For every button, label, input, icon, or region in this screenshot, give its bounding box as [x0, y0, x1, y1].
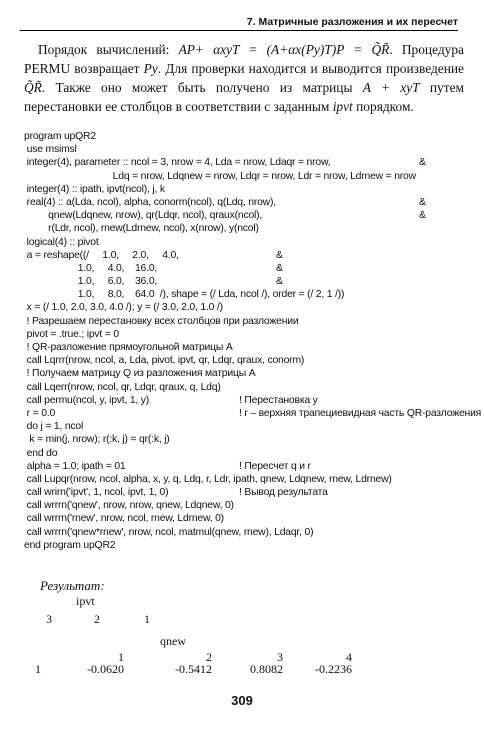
ipvt-value: 2: [94, 612, 100, 626]
formula: Py: [143, 61, 158, 76]
code-line: [24, 288, 474, 301]
code-text: ! Получаем матрицу Q из разложения матрицы A: [24, 368, 256, 380]
qnew-cell: 0.8082: [250, 662, 283, 676]
code-line: [24, 512, 474, 525]
text-span: . Процедура PERMU возвращает: [24, 42, 464, 76]
result-title: Результат:: [40, 578, 105, 593]
code-text: call Lupqr(nrow, ncol, alpha, x, y, q, Ldq, r, Ldr, ipath, qnew, Ldqnew, rnew, Ldrnew): [24, 473, 392, 485]
formula: ipvt: [332, 99, 353, 114]
code-text: a = reshape((/ 1.0, 2.0, 4.0,: [24, 249, 179, 261]
code-line: [24, 381, 474, 394]
code-text: real(4) :: a(Lda, ncol), alpha, conorm(ncol), q(Ldq, nrow),: [24, 196, 276, 208]
code-line: [24, 367, 474, 380]
code-line: [24, 249, 474, 262]
paragraph-text: [24, 40, 464, 116]
code-line: [24, 539, 474, 552]
code-comment: ! Перестановка y: [239, 394, 318, 406]
code-line: [24, 275, 474, 288]
qnew-col-header: 3: [277, 650, 283, 664]
continuation-mark: &: [276, 262, 283, 274]
ipvt-value: 1: [144, 612, 150, 626]
code-text: x = (/ 1.0, 2.0, 3.0, 4.0 /); y = (/ 3.0, 2.0, 1.0 /): [24, 302, 223, 314]
code-line: [24, 156, 474, 169]
code-text: integer(4) :: ipath, ipvt(ncol), j, k: [24, 183, 165, 195]
code-text: end program upQR2: [24, 539, 116, 551]
code-text: 1.0, 8.0, 64.0 /), shape = (/ Lda, ncol /), order = (/ 2, 1 /)): [24, 289, 345, 301]
code-text: call wrrrn('qnew*rnew', nrow, ncol, matmul(qnew, rnew), Ldaqr, 0): [24, 526, 314, 538]
code-text: call Lqerr(nrow, ncol, qr, Ldqr, qraux, q, Ldq): [24, 381, 221, 393]
continuation-mark: &: [419, 157, 426, 169]
continuation-mark: &: [276, 276, 283, 288]
code-text: call wrirn('ipvt', 1, ncol, ipvt, 1, 0): [24, 487, 169, 499]
body-paragraph: [24, 40, 464, 116]
qnew-cell: -0.0620: [87, 662, 124, 676]
code-text: k = min(j, nrow); r(:k, j) = qr(:k, j): [24, 434, 170, 446]
qnew-col-header: 1: [118, 650, 124, 664]
code-text: Ldq = nrow, Ldqnew = nrow, Ldqr = nrow, Ldr = nrow, Ldrnew = nrow: [24, 170, 416, 182]
running-header: 7. Матричные разложения и их пересчет: [20, 10, 458, 31]
code-line: [24, 473, 474, 486]
code-line: [24, 222, 474, 235]
code-text: ! Разрешаем перестановку всех столбцов при разложении: [24, 315, 299, 327]
code-line: [24, 196, 474, 209]
code-line: [24, 407, 482, 420]
code-text: end do: [24, 447, 58, 459]
code-text: do j = 1, ncol: [24, 421, 84, 433]
code-text: call wrrrn('qnew', nrow, nrow, qnew, Ldqnew, 0): [24, 500, 234, 512]
code-text: r = 0.0: [24, 407, 56, 419]
code-line: [24, 301, 474, 314]
code-line: [24, 499, 474, 512]
code-line: [24, 433, 474, 446]
code-text: logical(4) :: pivot: [24, 236, 99, 248]
code-line: [24, 420, 474, 433]
code-line: [24, 143, 474, 156]
text-span: . Для проверки находится и выводится произведение: [157, 61, 465, 76]
code-text: call wrrrn('rnew', nrow, ncol, rnew, Ldrnew, 0): [24, 513, 224, 525]
qnew-col-header: 2: [206, 650, 212, 664]
qnew-cell: -0.2236: [315, 662, 352, 676]
code-text: call permu(ncol, y, ipvt, 1, y): [24, 394, 150, 406]
text-span: . Также оно может быть получено из матрицы: [41, 80, 363, 95]
formula: Q̃R̃: [24, 80, 42, 95]
qnew-cell: -0.5412: [175, 662, 212, 676]
continuation-mark: &: [276, 249, 283, 261]
formula: A + xyT: [362, 80, 420, 95]
code-text: 1.0, 6.0, 36.0,: [24, 276, 158, 288]
continuation-mark: &: [419, 196, 426, 208]
code-comment: ! Пересчет q и r: [239, 460, 311, 472]
code-line: [24, 130, 474, 143]
code-text: call Lqrrr(nrow, ncol, a, Lda, pivot, ipvt, qr, Ldqr, qraux, conorm): [24, 355, 305, 367]
code-line: [24, 341, 474, 354]
code-text: pivot = .true.; ipvt = 0: [24, 328, 119, 340]
code-text: use msimsl: [24, 144, 77, 156]
text-span: путем перестановки ее столбцов в соответствии с заданным: [24, 80, 464, 114]
code-comment: ! r – верхняя трапециевидная часть QR-разложения: [239, 407, 482, 419]
code-line: [24, 486, 474, 499]
code-line: [24, 328, 474, 341]
code-line: [24, 394, 474, 407]
code-text: qnew(Ldqnew, nrow), qr(Ldqr, ncol), qraux(ncol),: [24, 210, 263, 222]
code-text: 1.0, 4.0, 16.0,: [24, 262, 158, 274]
code-line: [24, 262, 474, 275]
code-listing: [24, 130, 482, 552]
page-number: 309: [231, 693, 253, 708]
code-text: r(Ldr, ncol), rnew(Ldrnew, ncol), x(nrow), y(ncol): [24, 223, 259, 235]
code-line: [24, 447, 474, 460]
qnew-label: qnew: [160, 634, 186, 648]
code-line: [24, 526, 474, 539]
ipvt-value: 3: [46, 612, 52, 626]
code-line: [24, 170, 474, 183]
code-text: integer(4), parameter :: ncol = 3, nrow = 4, Lda = nrow, Ldaqr = nrow,: [24, 157, 331, 169]
text-span: Порядок вычислений:: [38, 42, 179, 57]
text-span: порядком.: [352, 99, 414, 114]
code-text: ! QR-разложение прямоугольной матрицы A: [24, 342, 233, 353]
code-line: [24, 460, 474, 473]
continuation-mark: &: [419, 210, 426, 222]
code-line: [24, 236, 474, 249]
ipvt-label: ipvt: [76, 594, 95, 608]
code-line: [24, 315, 474, 328]
code-text: program upQR2: [24, 131, 96, 142]
code-comment: ! Вывод результата: [239, 487, 328, 499]
code-line: [24, 183, 474, 196]
qnew-col-header: 4: [346, 650, 352, 664]
formula: AP+ αxyT = (A+αx(Py)T)P = Q̃R̃: [178, 42, 390, 57]
qnew-row-label: 1: [35, 662, 41, 676]
code-line: [24, 354, 474, 367]
code-line: [24, 209, 474, 222]
code-text: alpha = 1.0; ipath = 01: [24, 460, 126, 472]
